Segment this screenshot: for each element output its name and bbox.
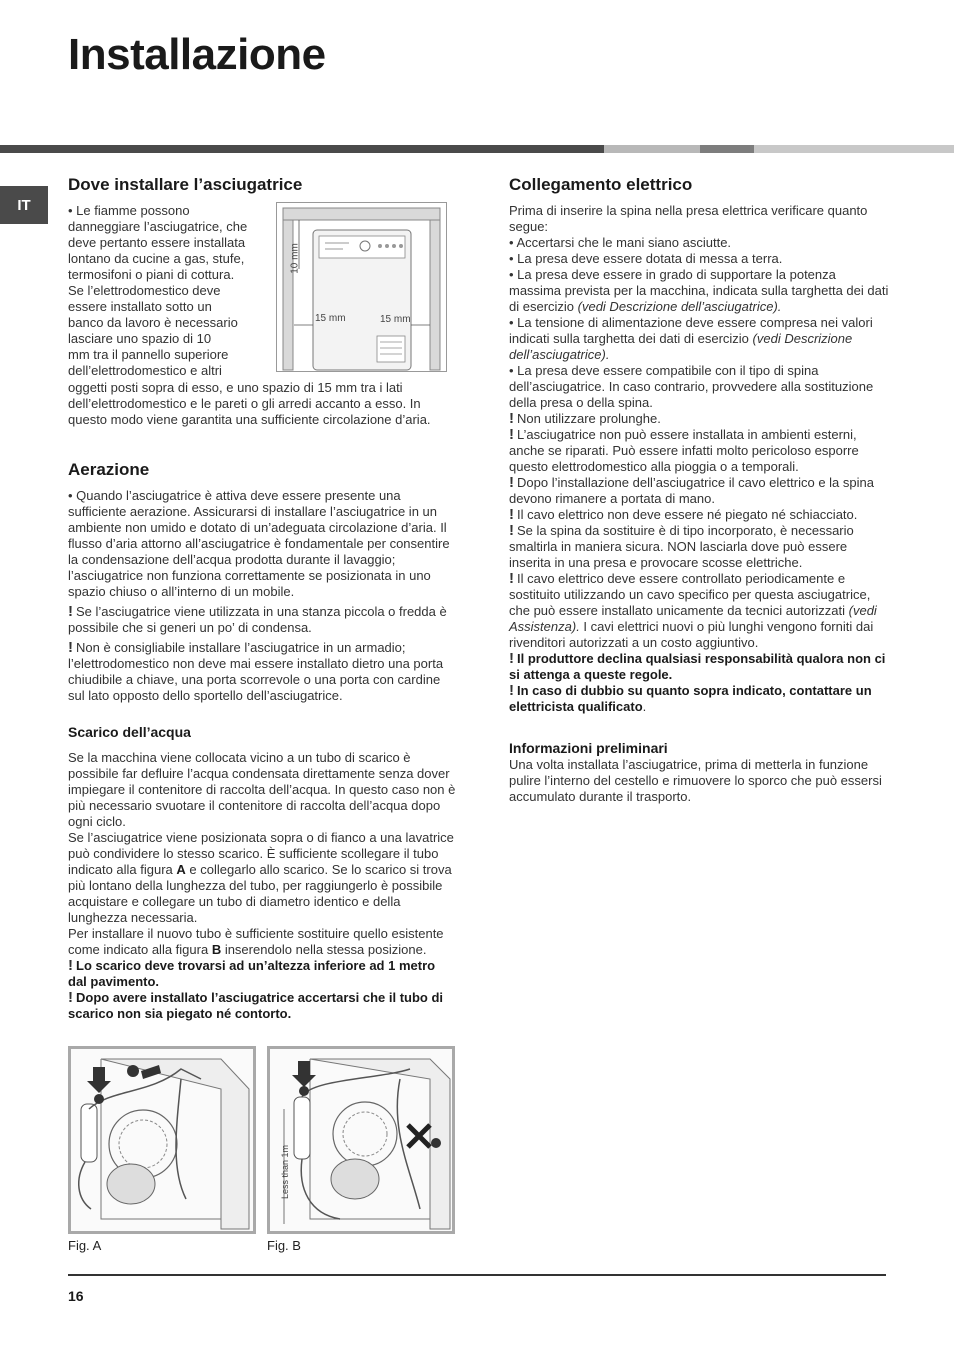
scarico-paragraph-3 bbox=[68, 926, 456, 958]
aerazione-paragraph: • Quando l’asciugatrice è attiva deve essere presente una sufficiente aerazione. Assicurarsi di installare l’asciugatrice in un ambiente non umido e dotato di un’adeguata circolazione d’aria. Il flusso d’aria attorno all’asciugatrice è fondamentale per consentire la condensazione dell’acqua prodotta durante il lavaggio; l’asciugatrice non funziona correttamente se posizionata in uno spazio chiuso o all’interno di un mobile. bbox=[68, 488, 450, 599]
label-10mm: 10 mm bbox=[289, 243, 301, 274]
bullet-item bbox=[509, 267, 889, 315]
text-line: mm tra il pannello superiore bbox=[68, 347, 229, 362]
bullet-item: • La presa deve essere dotata di messa a terra. bbox=[509, 251, 783, 266]
figure-b-image bbox=[267, 1046, 455, 1234]
text-line: danneggiare l’asciugatrice, che bbox=[68, 219, 248, 234]
figure-a-illustration bbox=[71, 1049, 253, 1231]
clearance-diagram-svg bbox=[277, 203, 446, 371]
header-bar bbox=[0, 145, 604, 153]
section-heading-collegamento: Collegamento elettrico bbox=[509, 175, 693, 194]
figure-b-caption: Fig. B bbox=[267, 1238, 301, 1253]
text-span: inserendolo nella stessa posizione. bbox=[221, 942, 427, 957]
warning-icon: ! bbox=[68, 989, 73, 1006]
warning-icon: ! bbox=[509, 426, 514, 443]
cross-reference: (vedi Assistenza). bbox=[509, 603, 877, 634]
footer-rule bbox=[68, 1274, 886, 1276]
collegamento-intro: Prima di inserire la spina nella presa elettrica verificare quanto segue: bbox=[509, 203, 868, 234]
header-bar-segment bbox=[754, 145, 954, 153]
warning-icon: ! bbox=[509, 650, 514, 667]
warning-icon: ! bbox=[509, 522, 514, 539]
warning-text: I cavi elettrici nuovi o più lunghi vengono forniti dai rivenditori autorizzati a un costo aggiuntivo. bbox=[509, 619, 874, 650]
warning-text: L’asciugatrice non può essere installata in ambienti esterni, anche se riparati. Può essere infatti molto pericoloso esporre questo elettrodomestico alla pioggia o a temporali. bbox=[509, 427, 859, 474]
text-line: essere installato sotto un bbox=[68, 299, 212, 314]
warning-icon: ! bbox=[509, 410, 514, 427]
warning-text: Dopo l’installazione dell’asciugatrice il cavo elettrico e la spina devono rimanere a portata di mano. bbox=[509, 475, 874, 506]
text-line: lontano da cucine a gas, stufe, bbox=[68, 251, 245, 266]
figure-a-caption: Fig. A bbox=[68, 1238, 102, 1253]
warning-text: Il cavo elettrico deve essere controllato periodicamente e sostituito utilizzando un cavo specifico per questa asciugatrice, che può essere installato unicamente da tecnici autorizzati bbox=[509, 571, 871, 618]
text-span: • La presa deve essere in grado di supportare la potenza massima prevista per la macchina, indicata sulla targhetta dei dati di esercizio bbox=[509, 267, 889, 314]
warning-icon: ! bbox=[509, 506, 514, 523]
header-bar-segment bbox=[700, 145, 754, 153]
cross-reference: (vedi Descrizione dell’asciugatrice). bbox=[509, 331, 853, 362]
scarico-warning-2 bbox=[68, 990, 456, 1022]
warning-icon: ! bbox=[509, 570, 514, 587]
dove-wrap-text bbox=[68, 203, 273, 379]
warning-text: Dopo avere installato l’asciugatrice accertarsi che il tubo di scarico non sia piegato né contorto. bbox=[68, 990, 444, 1021]
warning-text: Non utilizzare prolunghe. bbox=[517, 411, 661, 426]
bullet-item: • Accertarsi che le mani siano asciutte. bbox=[509, 235, 732, 250]
text-line: termosifoni o piani di cottura. bbox=[68, 267, 235, 282]
warning-text: Se la spina da sostituire è di tipo incorporato, è necessario smaltirla in maniera sicura. NON lasciarla dove può essere inserita in una presa e provocare scosse elettriche. bbox=[509, 523, 854, 570]
warning-item bbox=[509, 411, 889, 427]
label-15mm-right: 15 mm bbox=[380, 314, 411, 325]
text-line: dell’elettrodomestico e altri bbox=[68, 363, 222, 378]
text-span: e collegarlo allo scarico. Se lo scarico si trova più lontano della lunghezza del tubo, per raggiungerlo è possibile acquistare e collegare un tubo di diametro identico e della lunghezza necessaria. bbox=[68, 862, 452, 925]
warning-item bbox=[509, 571, 889, 651]
warning-icon: ! bbox=[68, 957, 73, 974]
text-line: banco da lavoro è necessario bbox=[68, 315, 238, 330]
warning-icon: ! bbox=[509, 682, 514, 699]
collegamento-text bbox=[509, 203, 889, 715]
dove-continuation: oggetti posti sopra di esso, e uno spazio di 15 mm tra i lati dell’elettrodomestico e le pareti o gli arredi accanto a esso. In questo modo viene garantita una sufficiente circolazione d’aria. bbox=[68, 380, 431, 427]
warning-text: Non è consigliabile installare l’asciugatrice in un armadio; l’elettrodomestico non deve mai essere installato dietro una porta chiudibile a chiave, una porta scorrevole o una porta con cardine sul lato opposto dello sportello dell’asciugatrice. bbox=[68, 640, 444, 703]
figure-b-illustration bbox=[270, 1049, 452, 1231]
figure-ref-a: A bbox=[176, 862, 186, 877]
warning-text: In caso di dubbio su quanto sopra indicato, contattare un elettricista qualificato bbox=[509, 683, 872, 714]
warning-icon: ! bbox=[68, 603, 73, 620]
text-span: Se l’asciugatrice viene posizionata sopra o di fianco a una lavatrice può condividere lo stesso scarico. È sufficiente scollegare il tubo indicato alla figura bbox=[68, 830, 454, 877]
warning-icon: ! bbox=[509, 474, 514, 491]
installation-clearance-diagram bbox=[276, 202, 447, 372]
warning-item bbox=[509, 523, 889, 571]
warning-text: Se l’asciugatrice viene utilizzata in una stanza piccola o fredda è possibile che si generi un po’ di condensa. bbox=[68, 604, 447, 635]
page-title: Installazione bbox=[68, 30, 326, 79]
section-heading-informazioni: Informazioni preliminari bbox=[509, 740, 668, 756]
section-heading-aerazione: Aerazione bbox=[68, 460, 150, 479]
aerazione-warning-2 bbox=[68, 640, 450, 704]
text-line: • Le fiamme possono bbox=[68, 203, 190, 218]
warning-text: Lo scarico deve trovarsi ad un’altezza inferiore ad 1 metro dal pavimento. bbox=[68, 958, 436, 989]
warning-item bbox=[509, 683, 889, 715]
warning-text: Il cavo elettrico non deve essere né piegato né schiacciato. bbox=[517, 507, 858, 522]
text-line: lasciare uno spazio di 10 bbox=[68, 331, 212, 346]
scarico-text bbox=[68, 750, 456, 1022]
cross-reference: (vedi Descrizione dell’asciugatrice). bbox=[577, 299, 782, 314]
section-heading-dove: Dove installare l’asciugatrice bbox=[68, 175, 303, 194]
page-number: 16 bbox=[68, 1288, 84, 1304]
aerazione-text bbox=[68, 488, 450, 704]
text-line: Se l’elettrodomestico deve bbox=[68, 283, 221, 298]
scarico-paragraph-1: Se la macchina viene collocata vicino a un tubo di scarico è possibile far defluire l’acqua condensata direttamente senza dover impiegare il contenitore di raccolta dell’acqua. In questo caso non è più necessario svuotare il contenitore di raccolta dell’acqua dopo ogni ciclo. bbox=[68, 750, 456, 829]
text-span: Per installare il nuovo tubo è sufficiente sostituire quello esistente come indicato alla figura bbox=[68, 926, 444, 957]
warning-item bbox=[509, 651, 889, 683]
warning-item bbox=[509, 475, 889, 507]
figure-ref-b: B bbox=[211, 942, 222, 957]
bullet-item bbox=[509, 315, 889, 363]
warning-icon: ! bbox=[68, 639, 73, 656]
text-span: • La tensione di alimentazione deve essere compresa nei valori indicati sulla targhetta dei dati di esercizio bbox=[509, 315, 873, 346]
section-heading-scarico: Scarico dell’acqua bbox=[68, 724, 191, 740]
informazioni-text: Una volta installata l’asciugatrice, prima di metterla in funzione pulire l’interno del cestello e rimuovere lo sporco che può essersi accumulato durante il trasporto. bbox=[509, 757, 882, 804]
header-bar-segment bbox=[604, 145, 700, 153]
warning-item bbox=[509, 427, 889, 475]
language-tab: IT bbox=[0, 186, 48, 224]
warning-item bbox=[509, 507, 889, 523]
figure-a-image bbox=[68, 1046, 256, 1234]
bullet-item: • La presa deve essere compatibile con il tipo di spina dell’asciugatrice. In caso contrario, provvedere alla sostituzione della presa o della spina. bbox=[509, 363, 874, 410]
text-line: deve pertanto essere installata bbox=[68, 235, 246, 250]
scarico-paragraph-2 bbox=[68, 830, 456, 926]
figure-b-height-note: Less than 1m bbox=[280, 1144, 290, 1200]
warning-text: Il produttore declina qualsiasi responsabilità qualora non ci si attenga a queste regole. bbox=[509, 651, 886, 682]
text-span: . bbox=[642, 699, 647, 714]
aerazione-warning-1 bbox=[68, 604, 450, 636]
label-15mm-left: 15 mm bbox=[315, 313, 346, 324]
scarico-warning-1 bbox=[68, 958, 456, 990]
